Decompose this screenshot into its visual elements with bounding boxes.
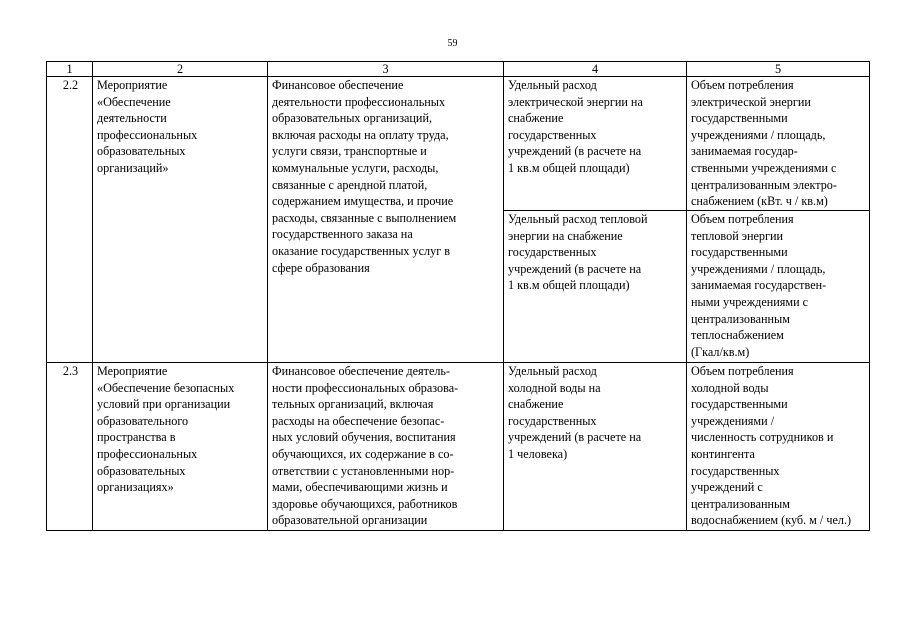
formula-cell: Объем потребления холодной воды государственными учреждениями / численность сотрудников и контингента государственных учреждений с централизованным водоснабжением (куб. м / чел.) [687, 363, 870, 531]
header-cell-3: 3 [268, 62, 504, 77]
event-cell: Мероприятие «Обеспечение безопасных условий при организации образовательного пространства в профессиональных образовательных организациях» [93, 363, 268, 531]
financing-cell: Финансовое обеспечение деятельности профессиональных образовательных организаций, включая расходы на оплату труда, услуги связи, транспортные и коммунальные услуги, расходы, связанные с арендной платой, содержанием имущества, и прочие расходы, связанные с выполнением государственного заказа на оказание государственных услуг в сфере образования [268, 77, 504, 363]
header-cell-5: 5 [687, 62, 870, 77]
table-row [47, 77, 870, 211]
indicator-cell: Удельный расход электрической энергии на снабжение государственных учреждений (в расчете на 1 кв.м общей площади) [504, 77, 687, 211]
row-number: 2.3 [47, 363, 93, 531]
formula-cell: Объем потребления электрической энергии государственными учреждениями / площадь, занимаемая государ- ственными учреждениями с централизованным электро- снабжением (кВт. ч / кв.м) [687, 77, 870, 211]
indicator-cell: Удельный расход холодной воды на снабжение государственных учреждений (в расчете на 1 человека) [504, 363, 687, 531]
event-cell: Мероприятие «Обеспечение деятельности профессиональных образовательных организаций» [93, 77, 268, 363]
page-number: 59 [447, 38, 458, 49]
row-number: 2.2 [47, 77, 93, 363]
header-cell-4: 4 [504, 62, 687, 77]
header-cell-1: 1 [47, 62, 93, 77]
measures-table [46, 61, 870, 531]
header-row [47, 62, 870, 77]
indicator-cell: Удельный расход тепловой энергии на снабжение государственных учреждений (в расчете на 1 кв.м общей площади) [504, 211, 687, 363]
formula-cell: Объем потребления тепловой энергии государственными учреждениями / площадь, занимаемая государствен- ными учреждениями с централизованным теплоснабжением (Гкал/кв.м) [687, 211, 870, 363]
header-cell-2: 2 [93, 62, 268, 77]
table-row [47, 363, 870, 531]
financing-cell: Финансовое обеспечение деятель- ности профессиональных образова- тельных организаций, включая расходы на обеспечение безопас- ных условий обучения, воспитания обучающихся, их содержание в со- ответствии с установленными нор- мами, обеспечивающими жизнь и здоровье обучающихся, работников образовательной организации [268, 363, 504, 531]
